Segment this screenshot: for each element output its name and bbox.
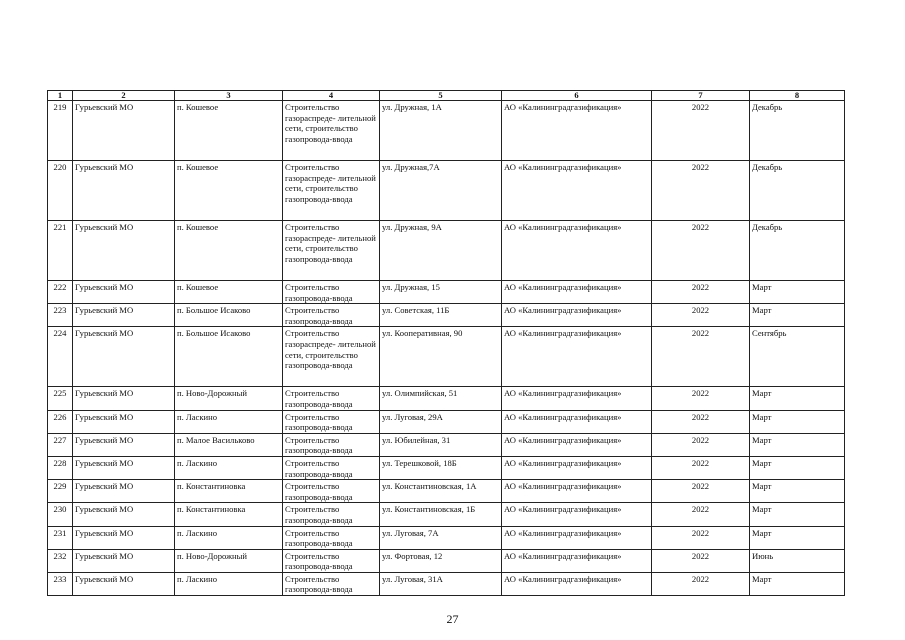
address-cell: ул. Луговая, 31А — [380, 572, 502, 595]
organization-cell: АО «Калининградгазификация» — [502, 433, 652, 456]
row-number-cell: 230 — [48, 503, 73, 526]
year-cell: 2022 — [652, 101, 750, 161]
work-type-cell: Строительство газопровода-ввода — [283, 304, 380, 327]
month-cell: Декабрь — [750, 221, 845, 281]
year-cell: 2022 — [652, 572, 750, 595]
organization-cell: АО «Калининградгазификация» — [502, 526, 652, 549]
table-row — [48, 456, 845, 479]
table-row — [48, 572, 845, 595]
table-row — [48, 526, 845, 549]
month-cell: Март — [750, 410, 845, 433]
work-type-cell: Строительство газораспреде- лительной сети, строительство газопровода-ввода — [283, 161, 380, 221]
page-number: 27 — [446, 612, 459, 626]
district-cell: Гурьевский МО — [73, 572, 175, 595]
year-cell: 2022 — [652, 549, 750, 572]
work-type-cell: Строительство газопровода-ввода — [283, 503, 380, 526]
organization-cell: АО «Калининградгазификация» — [502, 503, 652, 526]
row-number-cell: 227 — [48, 433, 73, 456]
district-cell: Гурьевский МО — [73, 433, 175, 456]
header-col-8: 8 — [750, 91, 845, 101]
settlement-cell: п. Ласкино — [175, 456, 283, 479]
work-type-cell: Строительство газораспреде- лительной сети, строительство газопровода-ввода — [283, 327, 380, 387]
organization-cell: АО «Калининградгазификация» — [502, 572, 652, 595]
district-cell: Гурьевский МО — [73, 480, 175, 503]
district-cell: Гурьевский МО — [73, 101, 175, 161]
district-cell: Гурьевский МО — [73, 327, 175, 387]
organization-cell: АО «Калининградгазификация» — [502, 161, 652, 221]
work-type-cell: Строительство газопровода-ввода — [283, 281, 380, 304]
district-cell: Гурьевский МО — [73, 549, 175, 572]
table-row — [48, 281, 845, 304]
organization-cell: АО «Калининградгазификация» — [502, 480, 652, 503]
settlement-cell: п. Кошевое — [175, 161, 283, 221]
settlement-cell: п. Кошевое — [175, 221, 283, 281]
address-cell: ул. Дружная, 1А — [380, 101, 502, 161]
organization-cell: АО «Калининградгазификация» — [502, 410, 652, 433]
settlement-cell: п. Кошевое — [175, 281, 283, 304]
table-row — [48, 221, 845, 281]
settlement-cell: п. Ласкино — [175, 410, 283, 433]
row-number-cell: 225 — [48, 387, 73, 410]
organization-cell: АО «Калининградгазификация» — [502, 304, 652, 327]
address-cell: ул. Олимпийская, 51 — [380, 387, 502, 410]
table-body — [48, 101, 845, 596]
settlement-cell: п. Малое Васильково — [175, 433, 283, 456]
settlement-cell: п. Ласкино — [175, 572, 283, 595]
header-col-2: 2 — [73, 91, 175, 101]
year-cell: 2022 — [652, 281, 750, 304]
address-cell: ул. Советская, 11Б — [380, 304, 502, 327]
row-number-cell: 220 — [48, 161, 73, 221]
table-row — [48, 101, 845, 161]
row-number-cell: 224 — [48, 327, 73, 387]
table-row — [48, 161, 845, 221]
month-cell: Декабрь — [750, 101, 845, 161]
month-cell: Март — [750, 503, 845, 526]
settlement-cell: п. Ново-Дорожный — [175, 387, 283, 410]
header-col-6: 6 — [502, 91, 652, 101]
settlement-cell: п. Ново-Дорожный — [175, 549, 283, 572]
year-cell: 2022 — [652, 410, 750, 433]
row-number-cell: 232 — [48, 549, 73, 572]
header-col-5: 5 — [380, 91, 502, 101]
work-type-cell: Строительство газораспреде- лительной сети, строительство газопровода-ввода — [283, 101, 380, 161]
district-cell: Гурьевский МО — [73, 281, 175, 304]
row-number-cell: 223 — [48, 304, 73, 327]
address-cell: ул. Юбилейная, 31 — [380, 433, 502, 456]
district-cell: Гурьевский МО — [73, 304, 175, 327]
district-cell: Гурьевский МО — [73, 387, 175, 410]
address-cell: ул. Фортовая, 12 — [380, 549, 502, 572]
table-row — [48, 410, 845, 433]
address-cell: ул. Дружная,7А — [380, 161, 502, 221]
year-cell: 2022 — [652, 221, 750, 281]
row-number-cell: 228 — [48, 456, 73, 479]
row-number-cell: 233 — [48, 572, 73, 595]
address-cell: ул. Кооперативная, 90 — [380, 327, 502, 387]
organization-cell: АО «Калининградгазификация» — [502, 327, 652, 387]
month-cell: Март — [750, 572, 845, 595]
work-type-cell: Строительство газопровода-ввода — [283, 549, 380, 572]
district-cell: Гурьевский МО — [73, 410, 175, 433]
address-cell: ул. Константиновская, 1А — [380, 480, 502, 503]
month-cell: Март — [750, 433, 845, 456]
work-type-cell: Строительство газопровода-ввода — [283, 456, 380, 479]
address-cell: ул. Дружная, 15 — [380, 281, 502, 304]
year-cell: 2022 — [652, 503, 750, 526]
row-number-cell: 219 — [48, 101, 73, 161]
address-cell: ул. Терешковой, 18Б — [380, 456, 502, 479]
settlement-cell: п. Большое Исаково — [175, 304, 283, 327]
district-cell: Гурьевский МО — [73, 526, 175, 549]
address-cell: ул. Дружная, 9А — [380, 221, 502, 281]
organization-cell: АО «Калининградгазификация» — [502, 281, 652, 304]
settlement-cell: п. Большое Исаково — [175, 327, 283, 387]
month-cell: Март — [750, 281, 845, 304]
settlement-cell: п. Кошевое — [175, 101, 283, 161]
year-cell: 2022 — [652, 433, 750, 456]
work-type-cell: Строительство газопровода-ввода — [283, 480, 380, 503]
settlement-cell: п. Константиновка — [175, 503, 283, 526]
row-number-cell: 221 — [48, 221, 73, 281]
year-cell: 2022 — [652, 327, 750, 387]
header-row — [48, 91, 845, 101]
work-type-cell: Строительство газопровода-ввода — [283, 387, 380, 410]
header-col-1: 1 — [48, 91, 73, 101]
address-cell: ул. Луговая, 7А — [380, 526, 502, 549]
schedule-table — [47, 90, 845, 596]
district-cell: Гурьевский МО — [73, 221, 175, 281]
month-cell: Март — [750, 304, 845, 327]
year-cell: 2022 — [652, 387, 750, 410]
organization-cell: АО «Калининградгазификация» — [502, 101, 652, 161]
row-number-cell: 222 — [48, 281, 73, 304]
month-cell: Март — [750, 456, 845, 479]
organization-cell: АО «Калининградгазификация» — [502, 456, 652, 479]
settlement-cell: п. Ласкино — [175, 526, 283, 549]
district-cell: Гурьевский МО — [73, 161, 175, 221]
organization-cell: АО «Калининградгазификация» — [502, 221, 652, 281]
year-cell: 2022 — [652, 526, 750, 549]
district-cell: Гурьевский МО — [73, 456, 175, 479]
year-cell: 2022 — [652, 456, 750, 479]
table-row — [48, 549, 845, 572]
row-number-cell: 231 — [48, 526, 73, 549]
month-cell: Сентябрь — [750, 327, 845, 387]
header-col-3: 3 — [175, 91, 283, 101]
district-cell: Гурьевский МО — [73, 503, 175, 526]
work-type-cell: Строительство газораспреде- лительной сети, строительство газопровода-ввода — [283, 221, 380, 281]
row-number-cell: 226 — [48, 410, 73, 433]
work-type-cell: Строительство газопровода-ввода — [283, 410, 380, 433]
year-cell: 2022 — [652, 161, 750, 221]
organization-cell: АО «Калининградгазификация» — [502, 549, 652, 572]
table-row — [48, 433, 845, 456]
row-number-cell: 229 — [48, 480, 73, 503]
table-row — [48, 480, 845, 503]
month-cell: Июнь — [750, 549, 845, 572]
settlement-cell: п. Константиновка — [175, 480, 283, 503]
table-row — [48, 387, 845, 410]
table-row — [48, 327, 845, 387]
organization-cell: АО «Калининградгазификация» — [502, 387, 652, 410]
work-type-cell: Строительство газопровода-ввода — [283, 433, 380, 456]
month-cell: Март — [750, 480, 845, 503]
month-cell: Декабрь — [750, 161, 845, 221]
work-type-cell: Строительство газопровода-ввода — [283, 526, 380, 549]
table-row — [48, 503, 845, 526]
table-row — [48, 304, 845, 327]
year-cell: 2022 — [652, 304, 750, 327]
work-type-cell: Строительство газопровода-ввода — [283, 572, 380, 595]
month-cell: Март — [750, 526, 845, 549]
year-cell: 2022 — [652, 480, 750, 503]
header-col-4: 4 — [283, 91, 380, 101]
header-col-7: 7 — [652, 91, 750, 101]
address-cell: ул. Константиновская, 1Б — [380, 503, 502, 526]
address-cell: ул. Луговая, 29А — [380, 410, 502, 433]
month-cell: Март — [750, 387, 845, 410]
